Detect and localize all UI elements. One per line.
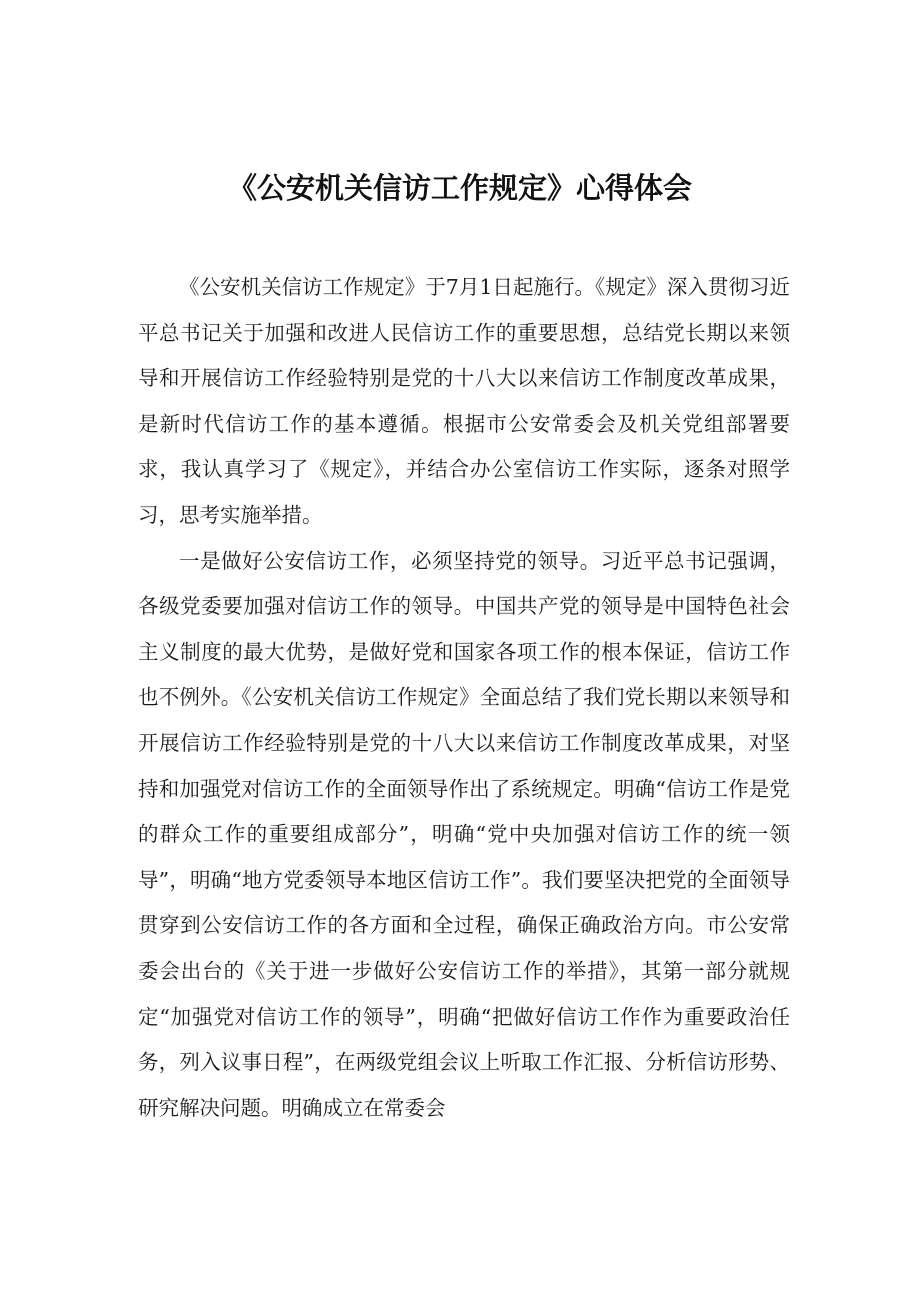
document-body [138,265,790,1131]
document-title: 《公安机关信访工作规定》心得体会 [227,171,692,205]
paragraph-intro: 《公安机关信访工作规定》于7月1日起施行。《规定》深入贯彻习近平总书记关于加强和改进人民信访工作的重要思想，总结党长期以来领导和开展信访工作经验特别是党的十八大以来信访工作制度改革成果，是新时代信访工作的基本遵循。根据市公安常委会及机关党组部署要求，我认真学习了《规定》，并结合办公室信访工作实际，逐条对照学习，思考实施举措。 [138,275,790,527]
paragraph-point-one: 一是做好公安信访工作，必须坚持党的领导。习近平总书记强调，各级党委要加强对信访工作的领导。中国共产党的领导是中国特色社会主义制度的最大优势，是做好党和国家各项工作的根本保证，信访工作也不例外。《公安机关信访工作规定》全面总结了我们党长期以来领导和开展信访工作经验特别是党的十八大以来信访工作制度改革成果，对坚持和加强党对信访工作的全面领导作出了系统规定。明确“信访工作是党的群众工作的重要组成部分”，明确“党中央加强对信访工作的统一领导”，明确“地方党委领导本地区信访工作”。我们要坚决把党的全面领导贯穿到公安信访工作的各方面和全过程，确保正确政治方向。市公安常委会出台的《关于进一步做好公安信访工作的举措》，其第一部分就规定“加强党对信访工作的领导”，明确“把做好信访工作作为重要政治任务，列入议事日程”，在两级党组会议上听取工作汇报、分析信访形势、研究解决问题。明确成立在常委会 [138,548,790,1120]
